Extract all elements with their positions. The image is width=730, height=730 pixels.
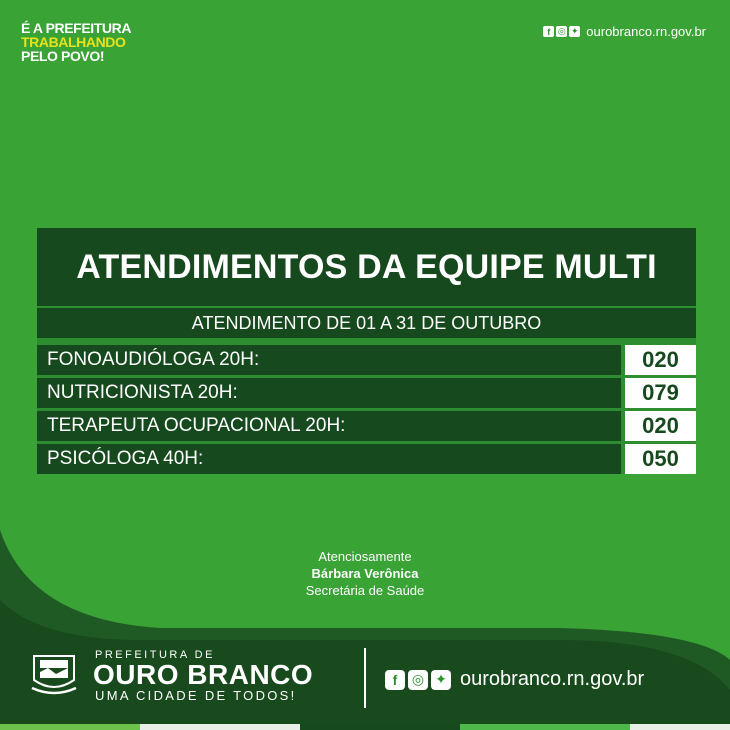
footer-social-links[interactable]: [385, 668, 644, 691]
slogan: [21, 21, 131, 63]
row-label: TERAPEUTA OCUPACIONAL 20H:: [37, 411, 621, 441]
signature-name: Bárbara Verônica: [311, 566, 419, 581]
brand-tagline: UMA CIDADE DE TODOS!: [95, 688, 297, 703]
signature-greeting: Atenciosamente: [318, 549, 412, 564]
facebook-icon[interactable]: f: [543, 26, 554, 37]
instagram-icon[interactable]: ◎: [408, 670, 428, 690]
row-label: PSICÓLOGA 40H:: [37, 444, 621, 474]
facebook-icon[interactable]: f: [385, 670, 405, 690]
city-crest-logo: [30, 650, 78, 698]
footer-divider: [364, 648, 366, 708]
footer-website-link[interactable]: ourobranco.rn.gov.br: [460, 668, 645, 690]
signature-role: Secretária de Saúde: [305, 583, 425, 598]
slogan-line-3: PELO POVO!: [21, 48, 105, 64]
twitter-icon[interactable]: ✦: [571, 26, 579, 36]
slogan-line-1: É A PREFEITURA: [21, 20, 132, 36]
row-label: FONOAUDIÓLOGA 20H:: [37, 345, 621, 375]
top-social-links[interactable]: [543, 24, 706, 39]
instagram-icon[interactable]: ◎: [557, 26, 566, 36]
row-value: 020: [625, 345, 696, 375]
brand-city: OURO BRANCO: [93, 659, 314, 690]
twitter-icon[interactable]: ✦: [431, 670, 451, 690]
website-link[interactable]: ourobranco.rn.gov.br: [586, 24, 706, 39]
signature: [0, 548, 730, 599]
attendance-panel: [37, 228, 696, 474]
row-value: 079: [625, 378, 696, 408]
row-value: 050: [625, 444, 696, 474]
row-value: 020: [625, 411, 696, 441]
slogan-line-2: TRABALHANDO: [21, 34, 126, 50]
row-label: NUTRICIONISTA 20H:: [37, 378, 621, 408]
brand-prefix: PREFEITURA DE: [95, 649, 215, 661]
panel-subtitle: ATENDIMENTO DE 01 A 31 DE OUTUBRO: [37, 308, 696, 338]
panel-title: ATENDIMENTOS DA EQUIPE MULTI: [37, 228, 696, 306]
